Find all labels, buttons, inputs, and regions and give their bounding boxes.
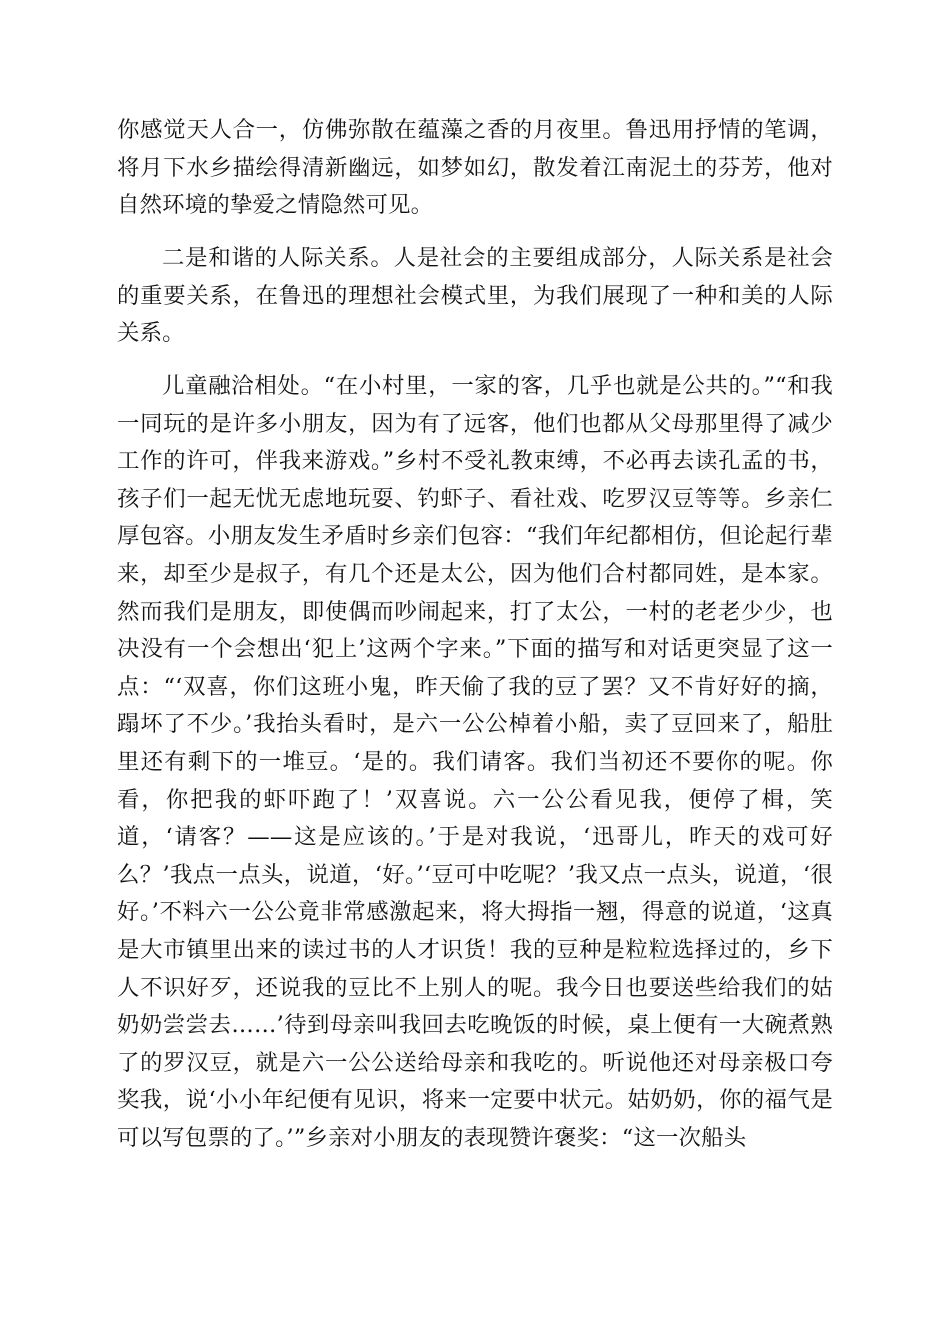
paragraph-text: 你感觉天人合一，仿佛弥散在蕴藻之香的月夜里。鲁迅用抒情的笔调，将月下水乡描绘得清新幽远，如梦如幻，散发着江南泥土的芬芳，他对自然环境的挚爱之情隐然可见。 [117,117,833,219]
paragraph-children-harmony [117,368,833,1157]
paragraph-continuation [117,112,833,225]
paragraph-text: 儿童融洽相处。“在小村里，一家的客，几乎也就是公共的。”“和我一同玩的是许多小朋友，因为有了远客，他们也都从父母那里得了减少工作的许可，伴我来游戏。”乡村不受礼教束缚，不必再去读孔孟的书，孩子们一起无忧无虑地玩耍、钓虾子、看社戏、吃罗汉豆等等。乡亲仁厚包容。小朋友发生矛盾时乡亲们包容：“我们年纪都相仿，但论起行辈来，却至少是叔子，有几个还是太公，因为他们合村都同姓，是本家。然而我们是朋友，即使偶而吵闹起来，打了太公，一村的老老少少，也决没有一个会想出‘犯上’这两个字来。”下面的描写和对话更突显了这一点：“‘双喜，你们这班小鬼，昨天偷了我的豆了罢？又不肯好好的摘，蹋坏了不少。’我抬头看时，是六一公公棹着小船，卖了豆回来了，船肚里还有剩下的一堆豆。‘是的。我们请客。我们当初还不要你的呢。你看，你把我的虾吓跑了！’双喜说。六一公公看见我，便停了楫，笑道，‘请客？——这是应该的。’于是对我说，‘迅哥儿，昨天的戏可好么？’我点一点头，说道，‘好。’‘豆可中吃呢？’我又点一点头，说道，‘很好。’不料六一公公竟非常感激起来，将大拇指一翘，得意的说道，‘这真是大市镇里出来的读过书的人才识货！我的豆种是粒粒选择过的，乡下人不识好歹，还说我的豆比不上别人的呢。我今日也要送些给我们的姑奶奶尝尝去……’待到母亲叫我回去吃晚饭的时候，桌上便有一大碗煮熟了的罗汉豆，就是六一公公送给母亲和我吃的。听说他还对母亲极口夸奖我，说‘小小年纪便有见识，将来一定要中状元。姑奶奶，你的福气是可以写包票的了。’”乡亲对小朋友的表现赞许褒奖：“这一次船头 [117,373,833,1151]
paragraph-interpersonal-relations [117,240,833,353]
paragraph-text: 二是和谐的人际关系。人是社会的主要组成部分，人际关系是社会的重要关系，在鲁迅的理想社会模式里，为我们展现了一种和美的人际关系。 [117,245,833,347]
